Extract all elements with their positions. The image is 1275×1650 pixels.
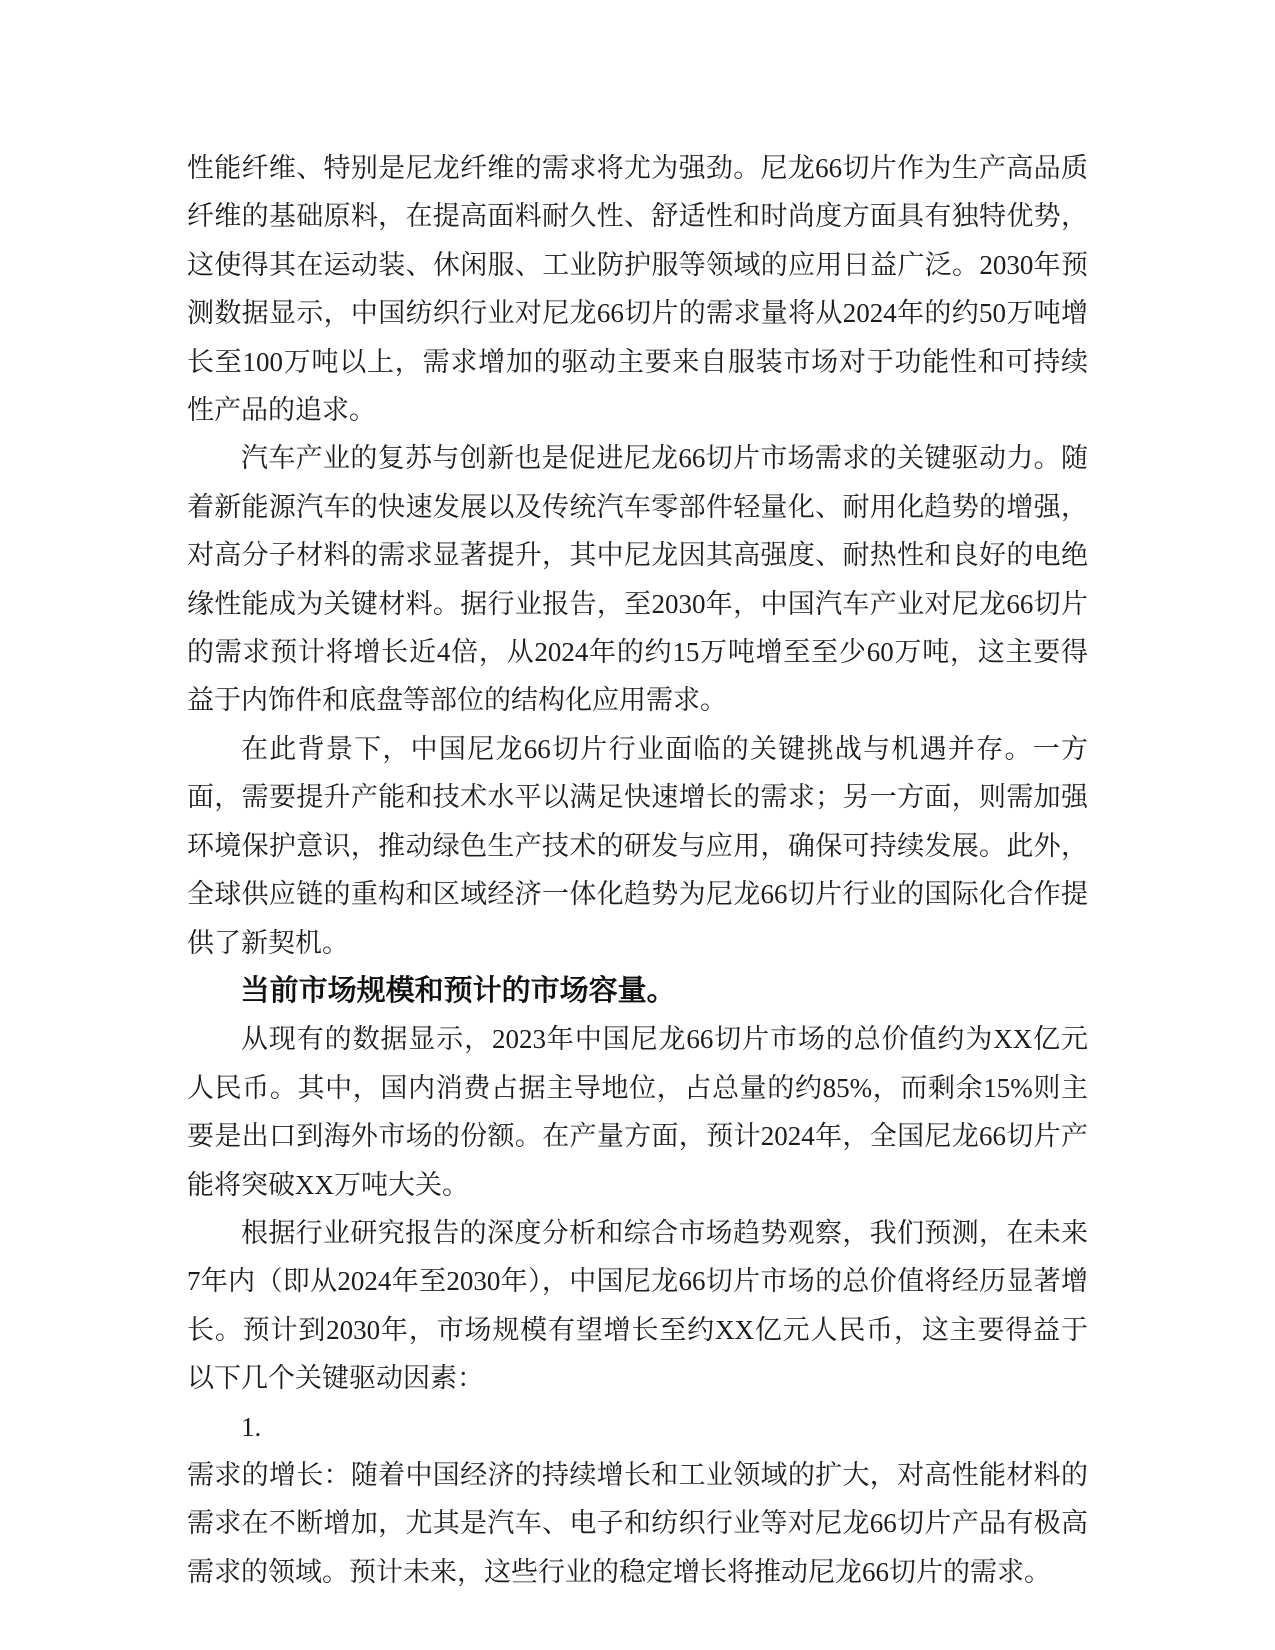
paragraph: 在此背景下，中国尼龙66切片行业面临的关键挑战与机遇并存。一方面，需要提升产能和技术水平以满足快速增长的需求；另一方面，则需加强环境保护意识，推动绿色生产技术的研发与应用，确保可持续发展。此外，全球供应链的重构和区域经济一体化趋势为尼龙66切片行业的国际化合作提供了新契机。 <box>187 733 1088 958</box>
paragraph: 根据行业研究报告的深度分析和综合市场趋势观察，我们预测，在未来7年内（即从2024年至2030年），中国尼龙66切片市场的总价值将经历显著增长。预计到2030年，市场规模有望增长至约XX亿元人民币，这主要得益于以下几个关键驱动因素： <box>187 1217 1088 1394</box>
paragraph: 1. <box>241 1411 262 1442</box>
paragraph: 从现有的数据显示，2023年中国尼龙66切片市场的总价值约为XX亿元人民币。其中，国内消费占据主导地位，占总量的约85%，而剩余15%则主要是出口到海外市场的份额。在产量方面，预计2024年，全国尼龙66切片产能将突破XX万吨大关。 <box>187 1024 1088 1200</box>
paragraph: 汽车产业的复苏与创新也是促进尼龙66切片市场需求的关键驱动力。随着新能源汽车的快速发展以及传统汽车零部件轻量化、耐用化趋势的增强，对高分子材料的需求显著提升，其中尼龙因其高强度、耐热性和良好的电绝缘性能成为关键材料。据行业报告，至2030年，中国汽车产业对尼龙66切片的需求预计将增长近4倍，从2024年的约15万吨增至至少60万吨，这主要得益于内饰件和底盘等部位的结构化应用需求。 <box>187 443 1088 716</box>
paragraph: 需求的增长：随着中国经济的持续增长和工业领域的扩大，对高性能材料的需求在不断增加，尤其是汽车、电子和纺织行业等对尼龙66切片产品有极高需求的领域。预计未来，这些行业的稳定增长将推动尼龙66切片的需求。 <box>187 1459 1088 1587</box>
document-body <box>187 144 1088 1596</box>
section-heading: 当前市场规模和预计的市场容量。 <box>240 974 676 1007</box>
paragraph: 性能纤维、特别是尼龙纤维的需求将尤为强劲。尼龙66切片作为生产高品质纤维的基础原料，在提高面料耐久性、舒适性和时尚度方面具有独特优势，这使得其在运动装、休闲服、工业防护服等领域的应用日益广泛。2030年预测数据显示，中国纺织行业对尼龙66切片的需求量将从2024年的约50万吨增长至100万吨以上，需求增加的驱动主要来自服装市场对于功能性和可持续性产品的追求。 <box>187 153 1088 426</box>
